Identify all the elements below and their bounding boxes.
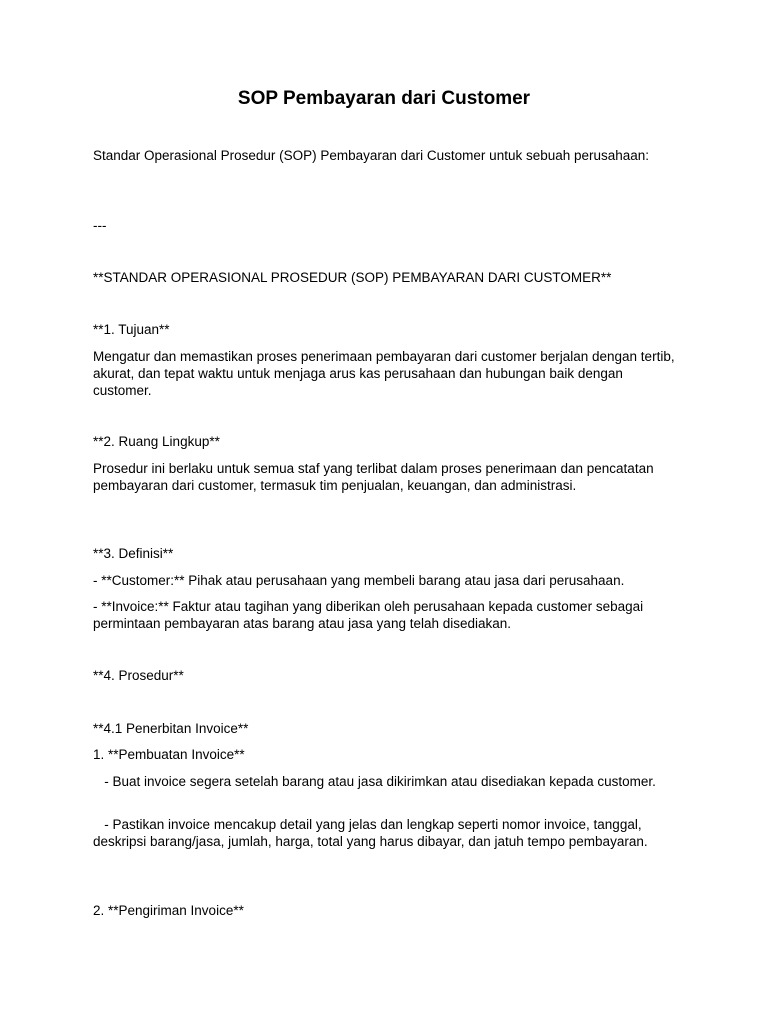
section-2-heading: **2. Ruang Lingkup**: [93, 434, 220, 449]
section-4-1-heading: **4.1 Penerbitan Invoice**: [93, 721, 249, 736]
step-1-item-2: - Pastikan invoice mencakup detail yang jelas dan lengkap seperti nomor invoice, tanggal, deskripsi barang/jasa, jumlah, harga, total yang harus dibayar, dan jatuh tempo pembayaran.: [93, 817, 648, 849]
section-3-item-customer: - **Customer:** Pihak atau perusahaan yang membeli barang atau jasa dari perusahaan.: [93, 573, 625, 588]
intro-paragraph: Standar Operasional Prosedur (SOP) Pembayaran dari Customer untuk sebuah perusahaan:: [93, 148, 650, 163]
section-1-heading: **1. Tujuan**: [93, 322, 170, 337]
step-1-heading: 1. **Pembuatan Invoice**: [93, 747, 245, 762]
step-2-heading: 2. **Pengiriman Invoice**: [93, 903, 244, 918]
document-title: SOP Pembayaran dari Customer: [237, 88, 531, 109]
section-3-heading: **3. Definisi**: [93, 546, 174, 561]
section-4-heading: **4. Prosedur**: [93, 668, 184, 683]
section-3-item-invoice: - **Invoice:** Faktur atau tagihan yang diberikan oleh perusahaan kepada customer sebagai permintaan pembayaran atas barang atau jasa yang telah disediakan.: [93, 599, 644, 631]
main-heading: **STANDAR OPERASIONAL PROSEDUR (SOP) PEMBAYARAN DARI CUSTOMER**: [93, 270, 612, 285]
step-1-item-1: - Buat invoice segera setelah barang atau jasa dikirimkan atau disediakan kepada customer.: [93, 774, 656, 789]
section-2-body: Prosedur ini berlaku untuk semua staf yang terlibat dalam proses penerimaan dan pencatatan pembayaran dari customer, termasuk tim penjualan, keuangan, dan administrasi.: [93, 461, 654, 493]
section-1-body: Mengatur dan memastikan proses penerimaan pembayaran dari customer berjalan dengan tertib, akurat, dan tepat waktu untuk menjaga arus kas perusahaan dan hubungan baik dengan customer.: [93, 349, 675, 398]
separator: ---: [93, 218, 107, 233]
